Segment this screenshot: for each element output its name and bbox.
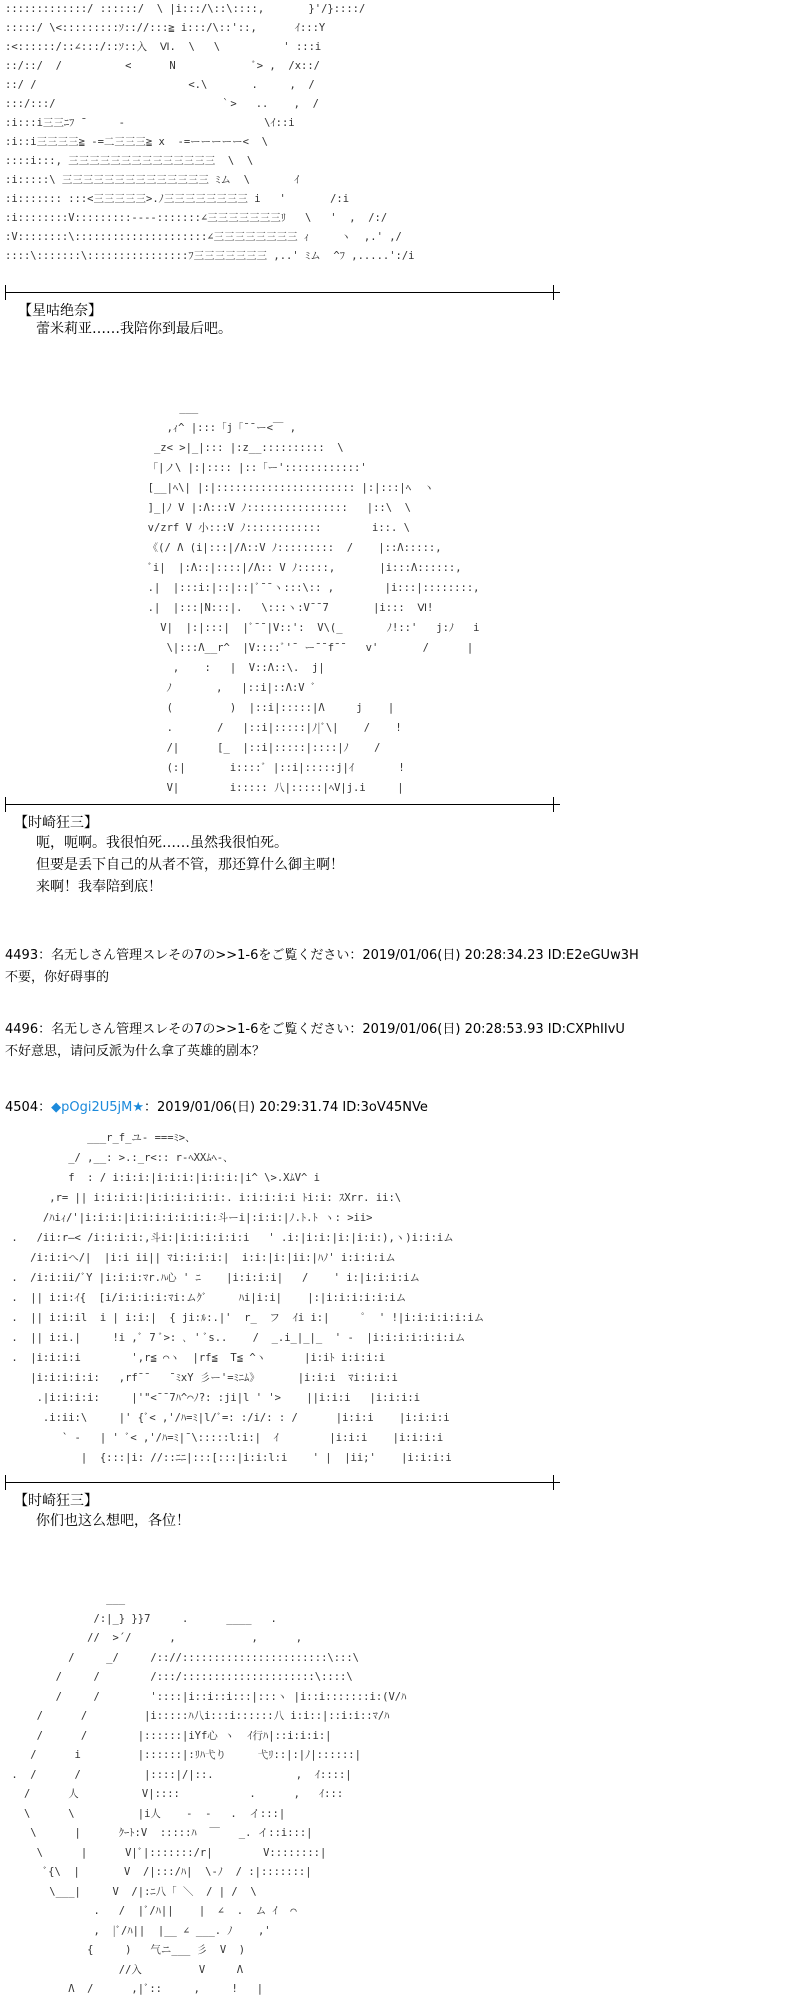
ascii-art-4: ___ /:|_} }}7 . ____ . // >´/ , , , / _/ /:://:::::::::::::::::::::::\:::\ / / /:::/:::::::::::::::::::::\::::\ / / '::::|i::i::i:::|:::ヽ |i::i:::::::i:(V/ﾊ / / |i:::::ﾊ八i:::i::::::八 i:i::|::i:i::ﾏ/ﾊ / / |::::::|iYf心 ヽ ｲ行ﾊ|::i:i:i:| / i |::::::|:ﾘﾊ弋り 弋ﾘ::|:|ﾉ|::::::| . / / |::::|/|::. , ｲ::::| / 人 V|:::: . , ｲ::: \ \ |i人 - - . イ:::| \ | ｸｰﾄ:V :::::ﾊ ￣ _. イ::i:::| \ | V|ﾞ|:::::::/r| V::::::::| ﾞ{\ | V /|:::/ﾊ| \-ﾉ / :|:::::::| \___| V /|:ﾆ八「 ＼ / | / \ . / |ﾞ/ﾊ|| | ∠ . ム ｲ ⌒ , |ﾞ/ﾊ|| |__ ∠ ___. ﾉ ,' { ) 气ニ___ 彡 V ) //入 V Λ Λ / ,|ﾞ:: , ! | (11, 1593, 407, 1995)
post-header: 4496：名无しさん管理スレその7の>>1-6をご覧ください：2019/01/06(日) 20:28:53.93 ID:CXPhIIvU (5, 1022, 625, 1037)
post-header (5, 1096, 428, 1115)
ascii-art-1: :::::::::::::/ ::::::/ \ |i:::/\::\::::, }'/}::::/ :::::/ \<:::::::::ｿ:://:::≧ i:::/\::'::, ｲ:::Y :<::::::/::∠:::/::ｿ::入 Ⅵ. \ \ ' :::i ::/::/ / < N ﾞ> , /x::/ ::/ / <.\ . , / :::/:::/ ｀> .. , / :i:::i三三ﾆﾌ ¯ - \ｲ::i :i::i三三三三≧ -=二三三三≧ x -=ーーーーー< \ ::::i:::, 三三三三三三三三三三三三三三 \ \ :i:::::\ 三三三三三三三三三三三三三三 ﾐム \ ｲ :i::::::: :::<三三三三三>.ﾉ三三三三三三三三 i ' /:i :i::::::::V:::::::::----:::::::∠三三三三三三三ﾘ \ ' , /:/ :V::::::::\:::::::::::::::::::::∠三三三三三三三三 ｨ ヽ ,.' ,/ ::::\:::::::\::::::::::::::::ﾌ三三三三三三三 ,..' ﾐム ^ﾌ ,.....':/i (5, 3, 415, 262)
post-trip[interactable]: ◆pOgi2U5jM★ (51, 1100, 144, 1115)
section-divider (5, 1482, 560, 1483)
dialog-line: 你们也这么想吧，各位！ (36, 1513, 190, 1529)
ascii-art-2: ___ ,ｨ^ |:::「j「¯¯ー<￣ , _z< >|_|::: |:z__:::::::::: \ 「|ノ\ |:|:::: |::「ー'::::::::::::' [__|ﾍ\| |:|:::::::::::::::::::::: |:|:::|ﾍ ヽ ]_|ﾉ V |:Λ:::V ﾉ:::::::::::::::: |::\ \ v/zrf V 小:::V ﾉ:::::::::::: i::. \ 《(/ Λ (i|:::|/Λ::V ﾉ::::::::: / |::Λ:::::, ﾞi| |:Λ::|::::|/Λ:: V ﾉ:::::, |i:::Λ::::::, .| |:::i:|::|::|ﾞ¯¯ヽ:::\:: , |i:::|::::::::, .| |:::|N:::|. \:::ヽ:V¯¯7 |i::: Ⅵ! V| |:|:::| |ﾞ¯¯|V::': V\(_ ﾉ!::' j:ﾉ i \|:::Λ__r^ |V::::ﾞ'¯ ー¯¯f¯¯ v' / | , : | V::Λ::\. j| ﾉ , |::i|::Λ:V ﾞ ( ) |::i|:::::|Λ j | . / |::i|:::::|ﾉ|ﾞ\| / ! /| [_ |::i|:::::|::::|ﾉ / (:| i::::ﾞ |::i|:::::j|ｲ ! V| i::::: 八|:::::|ﾍV|j.i | (147, 402, 480, 794)
speaker-name: 【星咕绝奈】 (18, 303, 102, 319)
dialog-line: 来啊！我奉陪到底！ (36, 879, 162, 895)
speaker-name: 【时崎狂三】 (14, 1493, 98, 1509)
post-body: 不好意思，请问反派为什么拿了英雄的剧本？ (5, 1044, 266, 1059)
post-meta: ：2019/01/06(日) 20:29:31.74 ID:3oV45NVe (143, 1100, 428, 1115)
section-divider (5, 292, 560, 293)
dialog-line: 蕾米莉亚……我陪你到最后吧。 (36, 321, 232, 337)
post-body: 不要，你好碍事的 (5, 970, 110, 985)
dialog-line: 呃，呃啊。我很怕死……虽然我很怕死。 (36, 835, 288, 851)
post-header: 4493：名无しさん管理スレその7の>>1-6をご覧ください：2019/01/06(日) 20:28:34.23 ID:E2eGUw3H (5, 948, 639, 963)
ascii-art-3: ___r_f_ユ- ===ﾐ>、 _/ ,__: >.:_r<:: r-ﾍXXﾑﾍ-、 f : / i:i:i:|i:i:i:|i:i:i:|i^ \>.XﾑV^ i ,r= || i:i:i:i:|i:i:i:i:i:i:. i:i:i:i:i ﾄi:i: ｽXrr. ii:\ /ﾊiｨ/'|i:i:i:|i:i:i:i:i:i:i:斗ーi|:i:i:|ﾉ.ﾄ.ﾄ ヽ: >ii> . /ii:r―< /i:i:i:i:,斗i:|i:i:i:i:i:i ' .i:|i:i:|i:|i:i:),ヽ)i:i:iム /i:i:iへ/| |i:i ii|| ﾏi:i:i:i:| i:i:|i:|ii:|ﾊﾉ' i:i:i:iム . /i:i:ii/ﾞY |i:i:i:ﾏr.ﾊ心 ' ﾆ |i:i:i:i| / ' i:|i:i:i:iム . || i:i:ｲ{ [i/i:i:i:i:ﾏi:ムｸﾞ ﾊi|i:i| |:|i:i:i:i:i:iム . || i:i:il i | i:i:| { ji:ﾙ:.|' r_ フ ｲi i:| ﾟ ' !|i:i:i:i:i:iム . || i:i.| !i ,ﾞ 7 ﾞ>: ､ ' ﾞs.. / _.i_|_|_ ' - |i:i:i:i:i:i:iム . |i:i:i:i ',r≦ ⌒ヽ |rf≦ T≦ ^ヽ |i:iﾄ i:i:i:i |i:i:i:i:i: ,rf¯¯ ¯ﾐxY 彡ー'=ﾐﾆﾑ》 |i:i:i ﾏi:i:i:i .|i:i:i:i: |'"<¯¯7ﾊ^⌒ﾉ?: :ji|l ' '> ||i:i:i |i:i:i:i .i:ii:\ |' {ﾞ< ,'/ﾊ=ﾐ|l/ﾞ=: :/i/: : / |i:i:i |i:i:i:i ` - | ' ﾞ< ,'/ﾊ=ﾐ|¯\:::::l:i:| ｲ |i:i:i |i:i:i:i | {:::|i: //::ﾆﾆ|:::[:::|i:i:l:i ' | |ii;' |i:i:i:i (11, 1132, 485, 1464)
section-divider (5, 804, 560, 805)
dialog-line: 但要是丢下自己的从者不管，那还算什么御主啊！ (36, 857, 344, 873)
post-number: 4504： (5, 1100, 52, 1115)
speaker-name: 【时崎狂三】 (14, 815, 98, 831)
